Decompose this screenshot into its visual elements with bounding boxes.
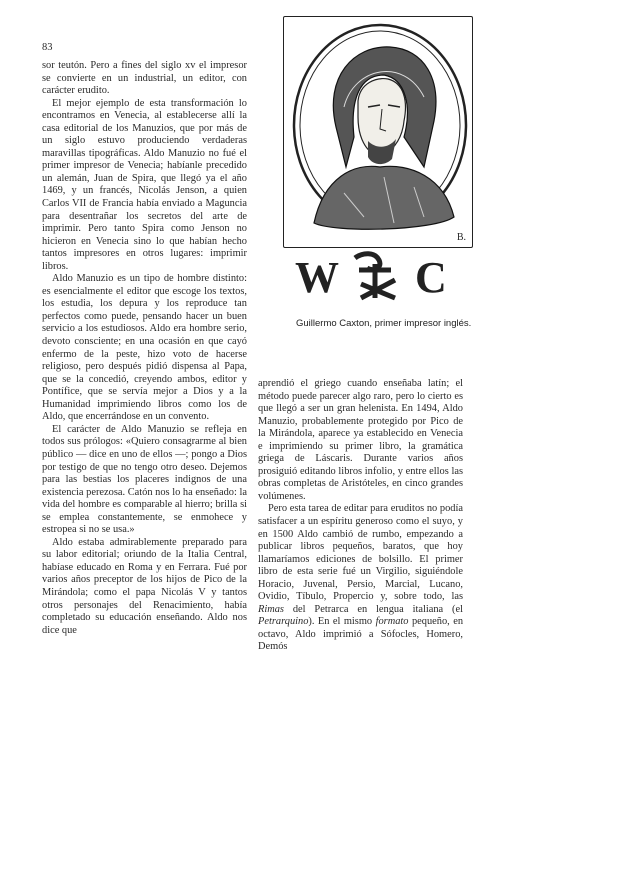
paragraph <box>258 503 463 654</box>
paragraph: El carácter de Aldo Manuzio se refleja en todos sus prólogos: «Quiero consagrarme al bien público — dice en uno de ellos —; pongo a Dios por testigo de que no tengo otro deseo. Dejemos para las bestias los placeres indignos de una existencia perezosa. Catón nos lo ha enseñado: la vida del hombre es comparable al hierro; brilla si se emplea constantemente, se enmohece y estropea si no se usa.» <box>42 423 247 536</box>
italic-term: Petrarquino <box>258 616 309 628</box>
paragraph-text: pequeño, en octavo, Aldo imprimió a Sófocles, Homero, Demós <box>258 616 464 653</box>
printer-mark-c: C <box>415 253 447 302</box>
left-text-column <box>42 60 247 637</box>
italic-term: Rimas <box>258 603 284 615</box>
paragraph: aprendió el griego cuando enseñaba latín; el método puede parecer algo raro, pero lo cierto es que llegó a ser un gran helenista. En 1494, Aldo Manuzio, probablemente protegido por Pico de la Mirándola, aparece ya establecido en Venecia e imprimiendo su primer libro, la gramática griega de Láscaris. Durante varios años prosiguió editando libros infolio, y entre ellos las obras completas de Aristóteles, en cinco grandes volúmenes. <box>258 378 463 502</box>
printer-mark-w: W <box>295 253 339 302</box>
page-number: 83 <box>42 42 53 53</box>
paragraph: Aldo Manuzio es un tipo de hombre distinto: es esencialmente el editor que escoge los textos, los estudia, los depura y los reproduce tan perfectos como puede, pensando hacer un buen servicio a los estudiosos. Aldo era hombre serio, devoto consciente; en una ocasión en que cayó enfermo de la peste, hizo voto de hacerse religioso, pero después pidió dispensa al Papa, que se la concedió, creyendo ambos, editor y Pontífice, que se servía mejor a Dios y a la Humanidad imprimiendo libros como los de Aldo, que encerrándose en un convento. <box>42 273 247 423</box>
italic-term: formato <box>375 616 409 628</box>
paragraph: El mejor ejemplo de esta transformación lo encontramos en Venecia, al establecerse allí la casa editorial de los Manuzios, que por más de un siglo estuvo produciendo verdaderas maravillas tipográficas. Aldo Manuzio no fué el primer impresor de Venecia; habíanle precedido un alemán, Juan de Spira, que llegó ya el año 1469, y un francés, Nicolás Jenson, a quien Carlos VII de Francia había enviado a Maguncia para desentrañar los secretos del arte de imprimir. Pero tanto Spira como Jenson no hicieron en Venecia sino lo que habían hecho tantos impresores en otros lugares: imprimir libros. <box>42 97 247 272</box>
paragraph-text: ). En el mismo <box>308 616 373 628</box>
printer-mark-cross <box>355 254 395 298</box>
figure-caption: Guillermo Caxton, primer impresor inglés. <box>296 318 472 329</box>
portrait-illustration <box>284 17 472 247</box>
paragraph: sor teutón. Pero a fines del siglo xv el impresor se convierte en un industrial, un editor, con carácter erudito. <box>42 60 247 97</box>
caxton-portrait-engraving <box>283 16 473 248</box>
paragraph: Aldo estaba admirablemente preparado para su labor editorial; oriundo de la Italia Central, habíase educado en Roma y en Ferrara. Fué por varios años preceptor de los hijos de Pico de la Mirándola; como el papa Nicolás V y tantos otros personajes del Renacimiento, había completado su educación enseñando. Aldo nos dice que <box>42 536 247 636</box>
printer-mark-device <box>283 250 471 302</box>
right-text-column <box>258 378 463 654</box>
engraver-signature: B. <box>456 232 466 243</box>
printer-marks <box>283 250 471 302</box>
paragraph-text: del Petrarca en lengua italiana (el <box>292 603 463 615</box>
paragraph-text: Pero esta tarea de editar para eruditos no podía satisfacer a un espíritu generoso como el suyo, y en 1500 Aldo cambió de rumbo, empezando a publicar libros pequeños, baratos, que hoy llamaríamos ediciones de bolsillo. El primer libro de esta serie fué un Virgilio, siguiéndole Horacio, Juvenal, Persio, Marcial, Lucano, Ovidio, Tíbulo, Propercio y, sobre todo, las <box>258 503 463 603</box>
